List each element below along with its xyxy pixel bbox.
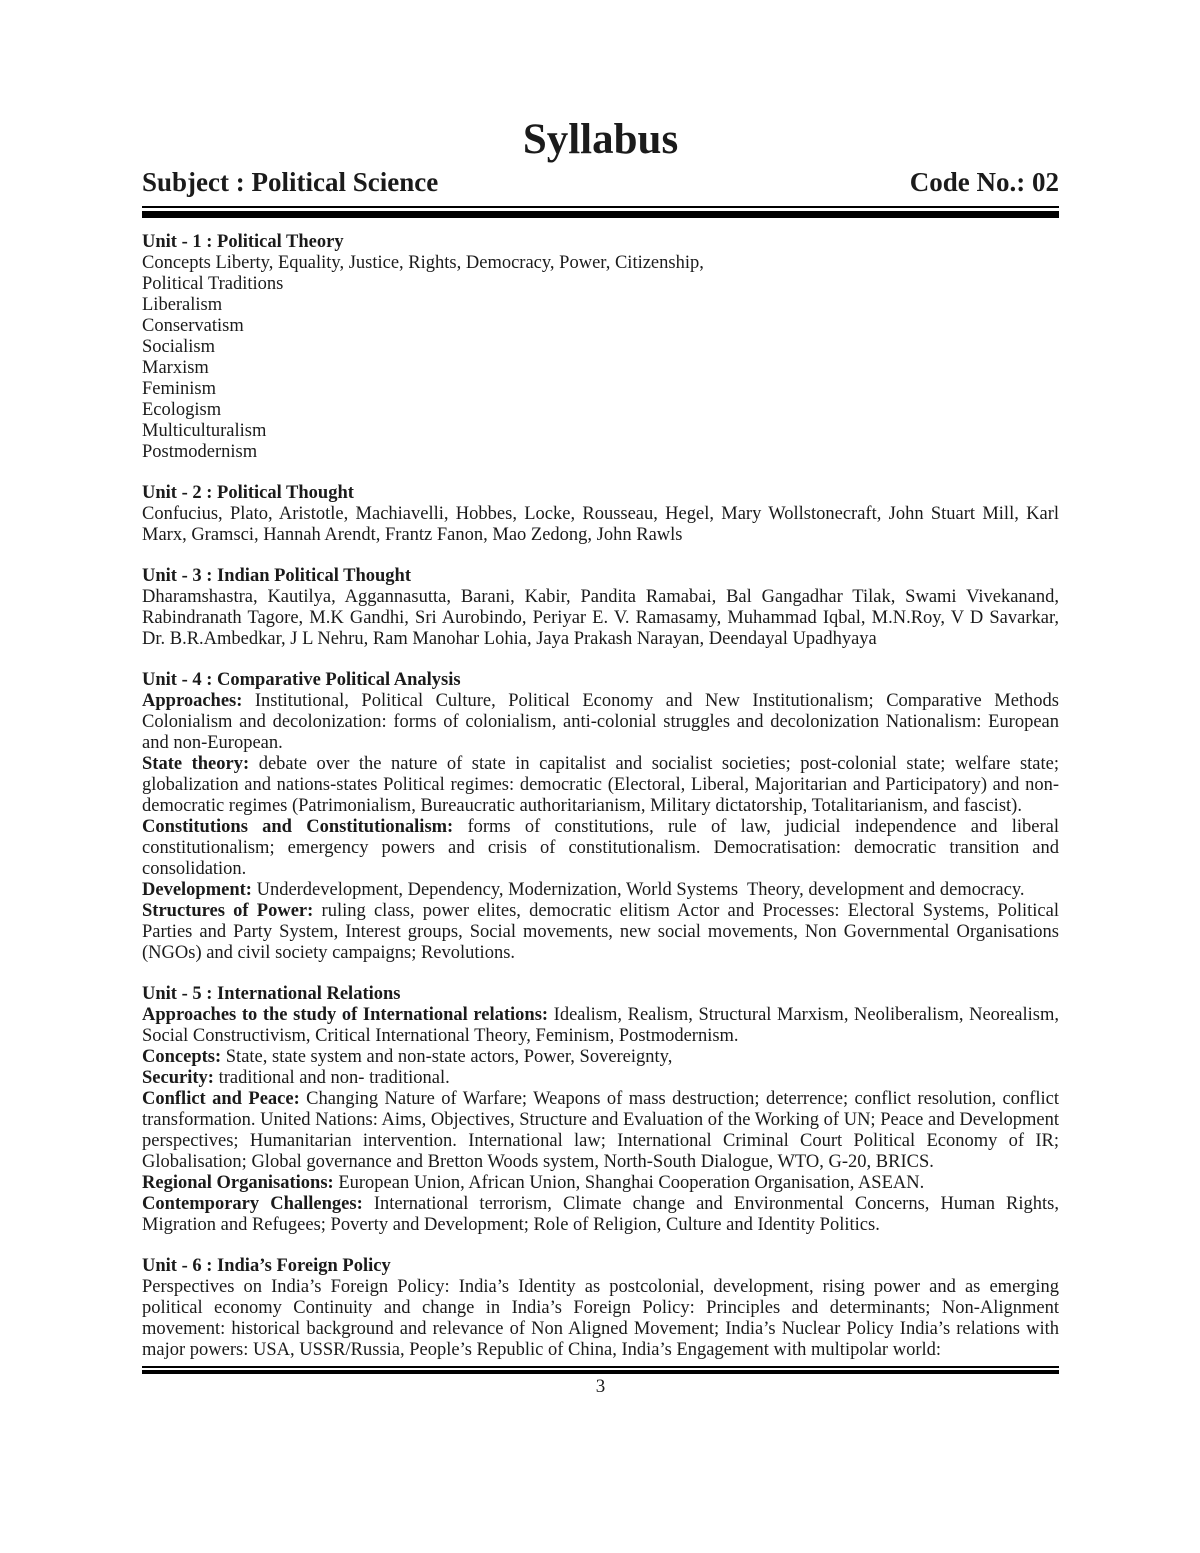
unit-paragraph <box>142 1089 1059 1173</box>
topic-line: Postmodernism <box>142 441 258 462</box>
unit-paragraph <box>142 691 1059 754</box>
topic-lead: Contemporary Challenges: <box>142 1193 363 1214</box>
unit-heading: Unit - 1 : Political Theory <box>142 231 344 252</box>
topic-text: State, state system and non-state actors, Power, Sovereignty, <box>221 1046 673 1067</box>
topic-text: Dharamshastra, Kautilya, Aggannasutta, Barani, Kabir, Pandita Ramabai, Bal Gangadhar Tilak, Swami Vivekanand, Rabindranath Tagore, M.K Gandhi, Sri Aurobindo, Periyar E. V. Ramasamy, Muhammad Iqbal, M.N.Roy, V D Savarkar, Dr. B.R.Ambedkar, J L Nehru, Ram Manohar Lohia, Jaya Prakash Narayan, Deendayal Upadhyaya <box>142 586 1059 649</box>
unit-paragraph <box>142 587 1059 650</box>
subject-header-row <box>142 168 1059 198</box>
topic-text: debate over the nature of state in capitalist and socialist societies; post-colonial state; welfare state; globalization and nations-states Political regimes: democratic (Electoral, Liberal, Majoritarian and Participatory) and non-democratic regimes (Patrimonialism, Bureaucratic authoritarianism, Military dictatorship, Totalitarianism, and fascist). <box>142 753 1059 816</box>
unit-paragraph <box>142 1194 1059 1236</box>
topic-text: International terrorism, Climate change and Environmental Concerns, Human Rights, Migration and Refugees; Poverty and Development; Role of Religion, Culture and Identity Politics. <box>142 1193 1059 1235</box>
topic-line: Liberalism <box>142 294 223 315</box>
page-number: 3 <box>595 1375 606 1397</box>
topic-lead: Approaches: <box>142 690 243 711</box>
topic-text: Idealism, Realism, Structural Marxism, Neoliberalism, Neorealism, Social Constructivism, Critical International Theory, Feminism, Postmodernism. <box>142 1004 1059 1046</box>
topic-line: Feminism <box>142 378 217 399</box>
unit-paragraph <box>142 901 1059 964</box>
topic-text: Confucius, Plato, Aristotle, Machiavelli, Hobbes, Locke, Rousseau, Hegel, Mary Wollstonecraft, John Stuart Mill, Karl Marx, Gramsci, Hannah Arendt, Frantz Fanon, Mao Zedong, John Rawls <box>142 503 1059 545</box>
unit-section <box>142 670 1059 964</box>
unit-paragraph <box>142 1005 1059 1047</box>
header-divider <box>142 206 1059 218</box>
topic-lead: Regional Organisations: <box>142 1172 334 1193</box>
topic-lead: Constitutions and Constitutionalism: <box>142 816 454 837</box>
topic-lead: State theory: <box>142 753 250 774</box>
unit-paragraph <box>142 504 1059 546</box>
topic-line: Marxism <box>142 357 209 378</box>
topic-lead: Security: <box>142 1067 214 1088</box>
topic-lead: Concepts: <box>142 1046 222 1067</box>
syllabus-content <box>142 232 1059 1361</box>
unit-paragraph <box>142 1173 1059 1194</box>
topic-line: Concepts Liberty, Equality, Justice, Rights, Democracy, Power, Citizenship, <box>142 252 704 273</box>
unit-paragraph <box>142 754 1059 817</box>
unit-heading: Unit - 5 : International Relations <box>142 983 401 1004</box>
unit-section <box>142 566 1059 650</box>
topic-lead: Structures of Power: <box>142 900 314 921</box>
unit-paragraph <box>142 1277 1059 1361</box>
topic-text: Changing Nature of Warfare; Weapons of mass destruction; deterrence; conflict resolution, conflict transformation. United Nations: Aims, Objectives, Structure and Evaluation of the Working of UN; Peace and Development perspectives; Humanitarian intervention. International law; International Criminal Court Political Economy of IR; Globalisation; Global governance and Bretton Woods system, North-South Dialogue, WTO, G-20, BRICS. <box>142 1088 1059 1172</box>
subject-label: Subject : Political Science <box>142 167 439 198</box>
unit-heading: Unit - 4 : Comparative Political Analysis <box>142 669 461 690</box>
topic-text: ruling class, power elites, democratic elitism Actor and Processes: Electoral Systems, Political Parties and Party System, Interest groups, Social movements, new social movements, Non Governmental Organisations (NGOs) and civil society campaigns; Revolutions. <box>142 900 1059 963</box>
topic-line: Conservatism <box>142 315 244 336</box>
unit-paragraph <box>142 817 1059 880</box>
topic-lead: Approaches to the study of International relations: <box>142 1004 549 1025</box>
topic-line: Ecologism <box>142 399 222 420</box>
code-number-label: Code No.: 02 <box>909 167 1059 198</box>
topic-text: Underdevelopment, Dependency, Modernization, World Systems Theory, development and democracy. <box>251 879 1025 900</box>
unit-section <box>142 984 1059 1236</box>
footer-divider <box>142 1366 1059 1374</box>
unit-paragraph <box>142 1047 1059 1068</box>
unit-heading: Unit - 3 : Indian Political Thought <box>142 565 411 586</box>
unit-heading: Unit - 2 : Political Thought <box>142 482 354 503</box>
topic-line: Socialism <box>142 336 215 357</box>
topic-text: traditional and non- traditional. <box>213 1067 450 1088</box>
topic-line: Multiculturalism <box>142 420 267 441</box>
unit-section <box>142 1256 1059 1361</box>
unit-section <box>142 232 1059 463</box>
topic-line: Political Traditions <box>142 273 284 294</box>
topic-text: European Union, African Union, Shanghai Cooperation Organisation, ASEAN. <box>333 1172 925 1193</box>
topic-text: forms of constitutions, rule of law, judicial independence and liberal constitutionalism; emergency powers and crisis of constitutionalism. Democratisation: democratic transition and consolidation. <box>142 816 1059 879</box>
unit-paragraph <box>142 880 1059 901</box>
topic-lead: Development: <box>142 879 252 900</box>
unit-paragraph <box>142 1068 1059 1089</box>
page-title: Syllabus <box>522 116 679 163</box>
topic-text: Perspectives on India’s Foreign Policy: India’s Identity as postcolonial, development, rising power and as emerging political economy Continuity and change in India’s Foreign Policy: Principles and determinants; Non-Alignment movement: historical background and relevance of Non Aligned Movement; India’s Nuclear Policy India’s relations with major powers: USA, USSR/Russia, People’s Republic of China, India’s Engagement with multipolar world: <box>142 1276 1059 1360</box>
topic-lead: Conflict and Peace: <box>142 1088 300 1109</box>
unit-section <box>142 483 1059 546</box>
unit-heading: Unit - 6 : India’s Foreign Policy <box>142 1255 391 1276</box>
topic-text: Institutional, Political Culture, Political Economy and New Institutionalism; Comparative Methods Colonialism and decolonization: forms of colonialism, anti-colonial struggles and decolonization Nationalism: European and non-European. <box>142 690 1059 753</box>
